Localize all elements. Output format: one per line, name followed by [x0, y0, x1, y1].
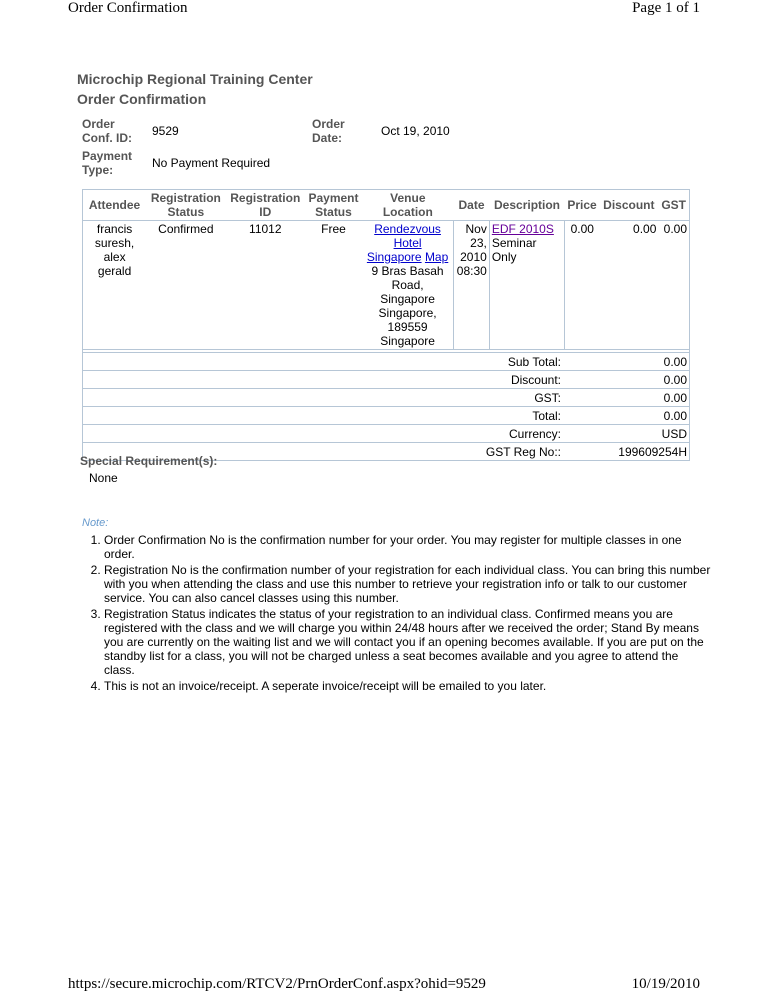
totals-line: [83, 425, 689, 443]
page-title: Order Confirmation: [77, 91, 207, 107]
cell-gst: 0.00: [663, 222, 687, 236]
list-item: 3. Registration Status indicates the status of your registration to an individual class. Confirmed means you are registered with the class and we will charge you within 24/48 hours after we received the order; Stand By means you are currently on the waiting list and we will contact you if an opening becomes available. If you are put on the standby list for a class, you will not be charged unless a seat becomes available and you agree to attend the class.: [104, 607, 712, 677]
list-item: 1. Order Confirmation No is the confirmation number for your order. You may register for multiple classes in one order.: [104, 533, 712, 561]
org-name: Microchip Regional Training Center: [77, 71, 313, 87]
print-footer-url: https://secure.microchip.com/RTCV2/PrnOrderConf.aspx?ohid=9529: [68, 976, 486, 992]
totals-line: [83, 389, 689, 407]
special-requirements-label: Special Requirement(s):: [80, 454, 218, 468]
table-row: [83, 221, 690, 350]
order-date-label: Order Date:: [312, 117, 345, 145]
cell-pay-status: Free: [321, 222, 346, 236]
notes-list: [82, 533, 712, 695]
cell-attendee: francis suresh, alex gerald: [94, 222, 135, 278]
print-header-page: Page 1 of 1: [632, 0, 700, 16]
special-requirements-value: None: [89, 471, 118, 485]
order-conf-id-value: 9529: [152, 124, 179, 138]
totals-label: Currency:: [83, 425, 563, 443]
print-footer-date: 10/19/2010: [631, 976, 700, 992]
order-table: [82, 189, 690, 461]
table-header-row: [83, 190, 690, 221]
totals-value: 0.00: [563, 407, 689, 425]
order-conf-id-label: Order Conf. ID:: [82, 117, 132, 145]
col-attendee: Attendee: [83, 190, 147, 221]
payment-type-value: No Payment Required: [152, 156, 271, 170]
col-price: Price: [565, 190, 600, 221]
list-item: 4. This is not an invoice/receipt. A seperate invoice/receipt will be emailed to you later.: [104, 679, 712, 693]
payment-type-label: Payment Type:: [82, 149, 133, 177]
totals-line: [83, 353, 689, 371]
totals-label: Total:: [83, 407, 563, 425]
col-date: Date: [454, 190, 490, 221]
col-discount: Discount: [599, 190, 658, 221]
col-description: Description: [489, 190, 564, 221]
totals-line: [83, 371, 689, 389]
venue-link-hotel[interactable]: Hotel: [393, 236, 422, 250]
note-label: Note:: [82, 517, 109, 529]
col-reg-status: Registration Status: [146, 190, 225, 221]
order-date-value: Oct 19, 2010: [381, 124, 450, 138]
venue-link[interactable]: Rendezvous: [374, 222, 441, 236]
totals-row: [83, 350, 690, 461]
cell-description: EDF 2010S Seminar Only: [489, 221, 564, 350]
totals-value: 199609254H: [563, 443, 689, 461]
totals-label: GST:: [83, 389, 563, 407]
cell-reg-id: 11012: [249, 222, 282, 236]
totals-table: [83, 352, 689, 460]
course-link[interactable]: EDF 2010S: [491, 222, 554, 236]
cell-date: Nov 23, 2010 08:30: [454, 221, 490, 350]
cell-reg-status: Confirmed: [158, 222, 214, 236]
totals-value: USD: [563, 425, 689, 443]
venue-link-singapore[interactable]: Singapore: [366, 250, 422, 264]
col-pay-status: Payment Status: [305, 190, 362, 221]
totals-value: 0.00: [563, 389, 689, 407]
totals-label: Sub Total:: [83, 353, 563, 371]
cell-discount: 0.00: [633, 222, 657, 236]
totals-label: GST Reg No::: [83, 443, 563, 461]
col-venue: Venue Location: [362, 190, 454, 221]
totals-line: [83, 407, 689, 425]
col-reg-id: Registration ID: [226, 190, 305, 221]
print-header-title: Order Confirmation: [68, 0, 188, 16]
totals-label: Discount:: [83, 371, 563, 389]
totals-value: 0.00: [563, 353, 689, 371]
list-item: 2. Registration No is the confirmation number of your registration for each individual class. You can bring this number with you when attending the class and use this number to retrieve your registration info or talk to our customer service. You can also cancel classes using this number.: [104, 563, 712, 605]
map-link[interactable]: Map: [424, 250, 449, 264]
cell-venue: Rendezvous Hotel Singapore Map 9 Bras Basah Road, Singapore Singapore, 189559 Singapore: [362, 221, 454, 350]
totals-value: 0.00: [563, 371, 689, 389]
cell-price: 0.00: [570, 222, 594, 236]
col-gst: GST: [658, 190, 689, 221]
